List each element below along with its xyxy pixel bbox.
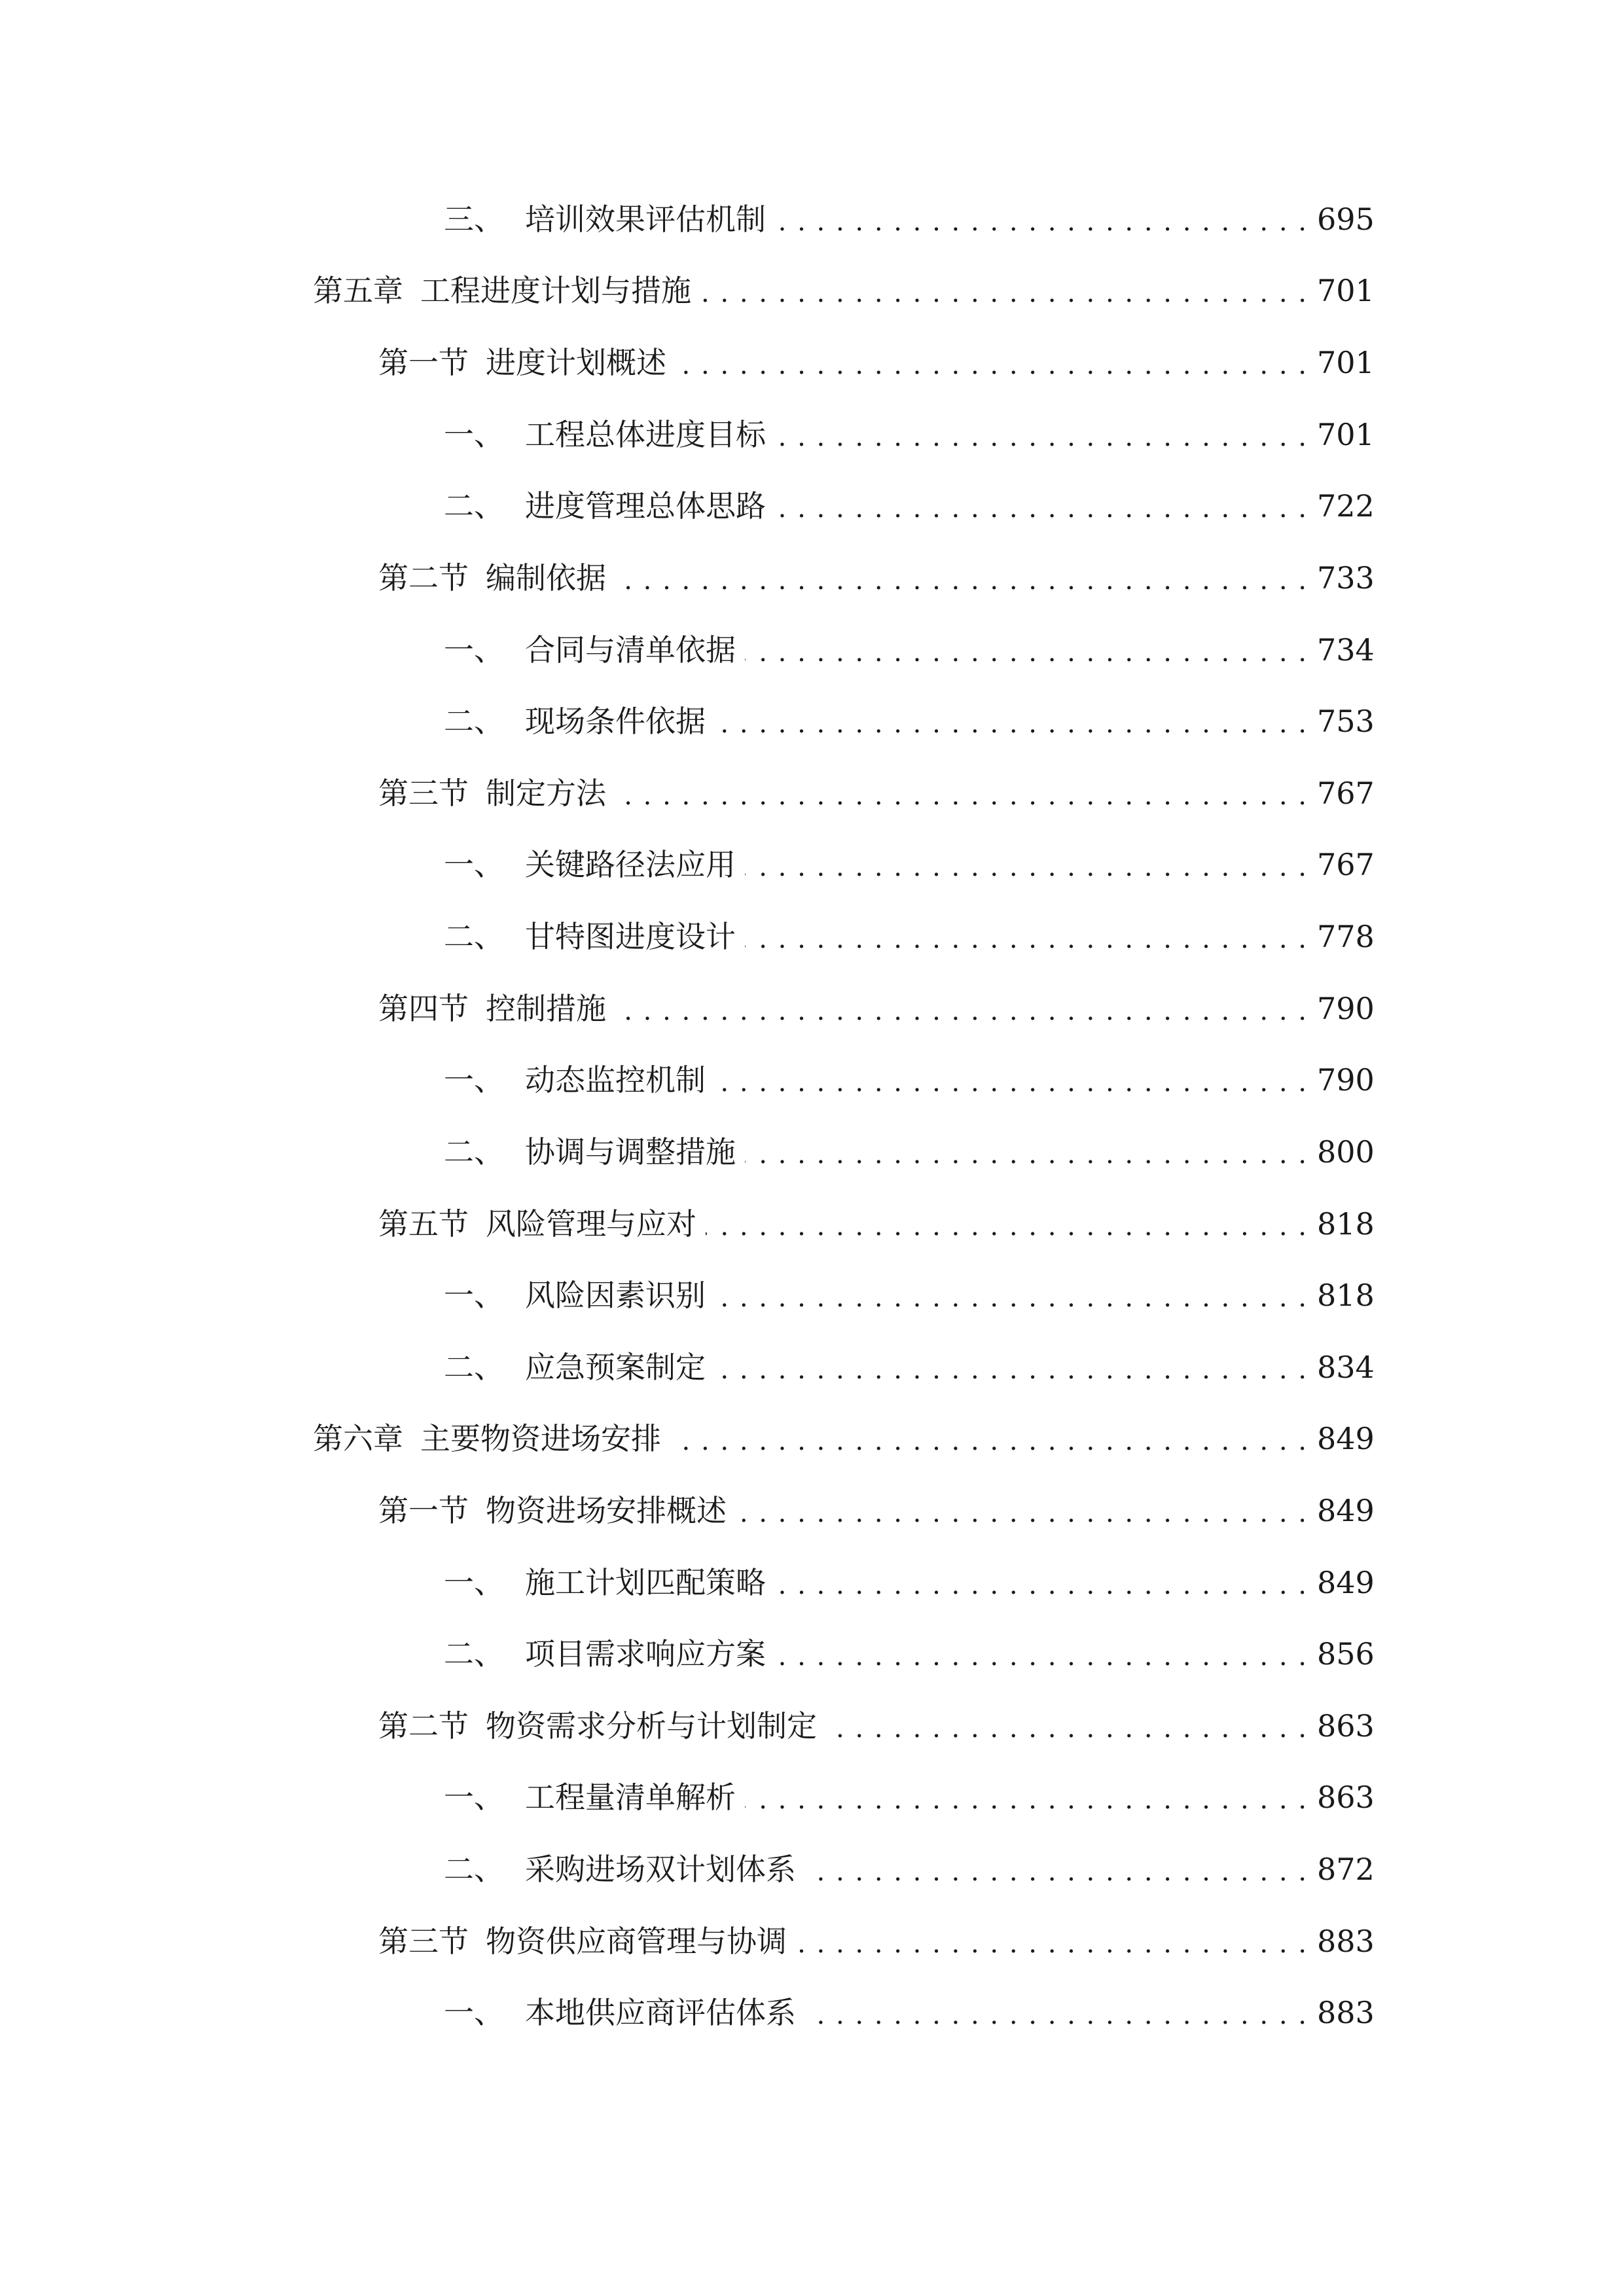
toc-entry-number: 二、 <box>444 919 504 954</box>
dot-leader <box>796 1915 1308 1967</box>
toc-entry[interactable] <box>313 1412 1375 1465</box>
dot-leader <box>715 1269 1308 1321</box>
toc-entry-title: 协调与调整措施 <box>525 1134 736 1170</box>
toc-entry[interactable] <box>444 1054 1375 1106</box>
dot-leader <box>715 695 1308 747</box>
dot-leader <box>745 838 1308 891</box>
toc-entry-page: 722 <box>1317 488 1375 524</box>
toc-entry[interactable] <box>444 695 1375 747</box>
toc-entry[interactable] <box>444 838 1375 891</box>
dot-leader <box>775 408 1308 461</box>
toc-entry-number: 第五节 <box>378 1206 469 1242</box>
toc-entry-number: 三、 <box>444 202 504 237</box>
toc-entry-page: 734 <box>1317 632 1375 668</box>
toc-entry-page: 778 <box>1317 919 1375 954</box>
toc-entry-title: 风险管理与应对 <box>486 1206 696 1242</box>
toc-entry[interactable] <box>444 1986 1375 2039</box>
dot-leader <box>700 264 1308 317</box>
toc-entry-number: 一、 <box>444 632 504 668</box>
toc-entry-page: 872 <box>1317 1852 1375 1887</box>
toc-entry-title: 物资进场安排概述 <box>486 1493 727 1528</box>
toc-entry-title: 工程量清单解析 <box>525 1780 736 1815</box>
toc-entry-number: 第五章 <box>313 273 403 308</box>
dot-leader <box>745 624 1308 676</box>
toc-entry[interactable] <box>444 1628 1375 1680</box>
toc-entry-page: 883 <box>1317 1924 1375 1959</box>
toc-entry-page: 818 <box>1317 1206 1375 1242</box>
dot-leader <box>615 767 1308 819</box>
toc-entry-title: 应急预案制定 <box>525 1350 706 1385</box>
dot-leader <box>615 982 1308 1035</box>
toc-entry[interactable] <box>378 1198 1375 1250</box>
toc-entry-number: 一、 <box>444 1278 504 1313</box>
toc-entry-number: 一、 <box>444 417 504 452</box>
toc-entry-page: 695 <box>1317 202 1375 237</box>
toc-entry-title: 关键路径法应用 <box>525 847 736 882</box>
toc-entry-title: 采购进场双计划体系 <box>525 1852 796 1887</box>
toc-entry-title: 主要物资进场安排 <box>420 1421 661 1456</box>
toc-entry-page: 701 <box>1317 273 1375 308</box>
toc-entry-page: 834 <box>1317 1350 1375 1385</box>
toc-entry[interactable] <box>444 1556 1375 1609</box>
toc-entry-number: 第三节 <box>378 1924 469 1959</box>
toc-entry-number: 第一节 <box>378 345 469 380</box>
toc-entry-page: 733 <box>1317 560 1375 596</box>
toc-entry[interactable] <box>444 1126 1375 1178</box>
dot-leader <box>670 1412 1308 1465</box>
toc-entry-title: 项目需求响应方案 <box>525 1636 766 1672</box>
toc-entry-title: 施工计划匹配策略 <box>525 1565 766 1600</box>
dot-leader <box>745 1126 1308 1178</box>
toc-entry-number: 第三节 <box>378 776 469 811</box>
toc-entry-page: 800 <box>1317 1134 1375 1170</box>
toc-entry-page: 790 <box>1317 991 1375 1026</box>
toc-entry-title: 工程进度计划与措施 <box>420 273 691 308</box>
dot-leader <box>745 910 1308 963</box>
dot-leader <box>706 1198 1308 1250</box>
toc-entry-title: 编制依据 <box>486 560 606 596</box>
toc-entry[interactable] <box>378 552 1375 604</box>
toc-entry[interactable] <box>444 480 1375 532</box>
toc-entry-page: 701 <box>1317 345 1375 380</box>
toc-entry-title: 工程总体进度目标 <box>525 417 766 452</box>
toc-entry-number: 一、 <box>444 1995 504 2030</box>
toc-entry-title: 进度计划概述 <box>486 345 666 380</box>
toc-entry-page: 849 <box>1317 1421 1375 1456</box>
toc-entry[interactable] <box>444 1843 1375 1895</box>
toc-entry-number: 第二节 <box>378 560 469 596</box>
toc-entry-page: 818 <box>1317 1278 1375 1313</box>
toc-entry-title: 制定方法 <box>486 776 606 811</box>
toc-entry[interactable] <box>444 1771 1375 1823</box>
toc-entry-number: 二、 <box>444 1134 504 1170</box>
dot-leader <box>736 1484 1308 1537</box>
toc-entry[interactable] <box>378 767 1375 819</box>
toc-entry-title: 培训效果评估机制 <box>525 202 766 237</box>
toc-entry-page: 701 <box>1317 417 1375 452</box>
dot-leader <box>805 1843 1308 1895</box>
toc-entry-number: 第六章 <box>313 1421 403 1456</box>
toc-entry[interactable] <box>378 982 1375 1035</box>
toc-entry-title: 风险因素识别 <box>525 1278 706 1313</box>
dot-leader <box>615 552 1308 604</box>
dot-leader <box>676 336 1308 389</box>
toc-entry-number: 第一节 <box>378 1493 469 1528</box>
toc-entry-page: 883 <box>1317 1995 1375 2030</box>
toc-entry-number: 二、 <box>444 1636 504 1672</box>
toc-entry-title: 甘特图进度设计 <box>525 919 736 954</box>
toc-entry[interactable] <box>378 1484 1375 1537</box>
dot-leader <box>775 480 1308 532</box>
dot-leader <box>745 1771 1308 1823</box>
toc-entry-title: 本地供应商评估体系 <box>525 1995 796 2030</box>
toc-entry[interactable] <box>378 1915 1375 1967</box>
toc-entry-page: 849 <box>1317 1493 1375 1528</box>
toc-entry-title: 合同与清单依据 <box>525 632 736 668</box>
toc-entry[interactable] <box>378 336 1375 389</box>
toc-entry-page: 863 <box>1317 1708 1375 1744</box>
dot-leader <box>805 1986 1308 2039</box>
toc-entry-number: 二、 <box>444 1852 504 1887</box>
toc-entry-page: 790 <box>1317 1062 1375 1098</box>
toc-entry[interactable] <box>444 624 1375 676</box>
toc-entry-title: 物资需求分析与计划制定 <box>486 1708 817 1744</box>
toc-entry-title: 进度管理总体思路 <box>525 488 766 524</box>
toc-entry[interactable] <box>444 408 1375 461</box>
dot-leader <box>715 1341 1308 1393</box>
toc-entry-number: 二、 <box>444 1350 504 1385</box>
toc-entry-title: 控制措施 <box>486 991 606 1026</box>
dot-leader <box>775 193 1308 245</box>
toc-entry[interactable] <box>444 910 1375 963</box>
toc-entry-number: 第二节 <box>378 1708 469 1744</box>
toc-entry-number: 二、 <box>444 704 504 739</box>
toc-entry-number: 二、 <box>444 488 504 524</box>
toc-entry-title: 动态监控机制 <box>525 1062 706 1098</box>
toc-entry-page: 767 <box>1317 776 1375 811</box>
toc-entry[interactable] <box>378 1700 1375 1752</box>
toc-entry[interactable] <box>444 1341 1375 1393</box>
dot-leader <box>715 1054 1308 1106</box>
toc-entry-page: 849 <box>1317 1565 1375 1600</box>
toc-entry-number: 第四节 <box>378 991 469 1026</box>
toc-entry-page: 863 <box>1317 1780 1375 1815</box>
toc-entry[interactable] <box>444 1269 1375 1321</box>
toc-entry-number: 一、 <box>444 1062 504 1098</box>
toc-entry-number: 一、 <box>444 1565 504 1600</box>
toc-entry-page: 753 <box>1317 704 1375 739</box>
toc-entry[interactable] <box>313 264 1375 317</box>
toc-entry-page: 767 <box>1317 847 1375 882</box>
dot-leader <box>775 1628 1308 1680</box>
toc-entry[interactable] <box>444 193 1375 245</box>
toc-entry-number: 一、 <box>444 847 504 882</box>
toc-entry-title: 物资供应商管理与协调 <box>486 1924 787 1959</box>
toc-entry-title: 现场条件依据 <box>525 704 706 739</box>
toc-entry-page: 856 <box>1317 1636 1375 1672</box>
dot-leader <box>775 1556 1308 1609</box>
dot-leader <box>826 1700 1308 1752</box>
toc-entry-number: 一、 <box>444 1780 504 1815</box>
